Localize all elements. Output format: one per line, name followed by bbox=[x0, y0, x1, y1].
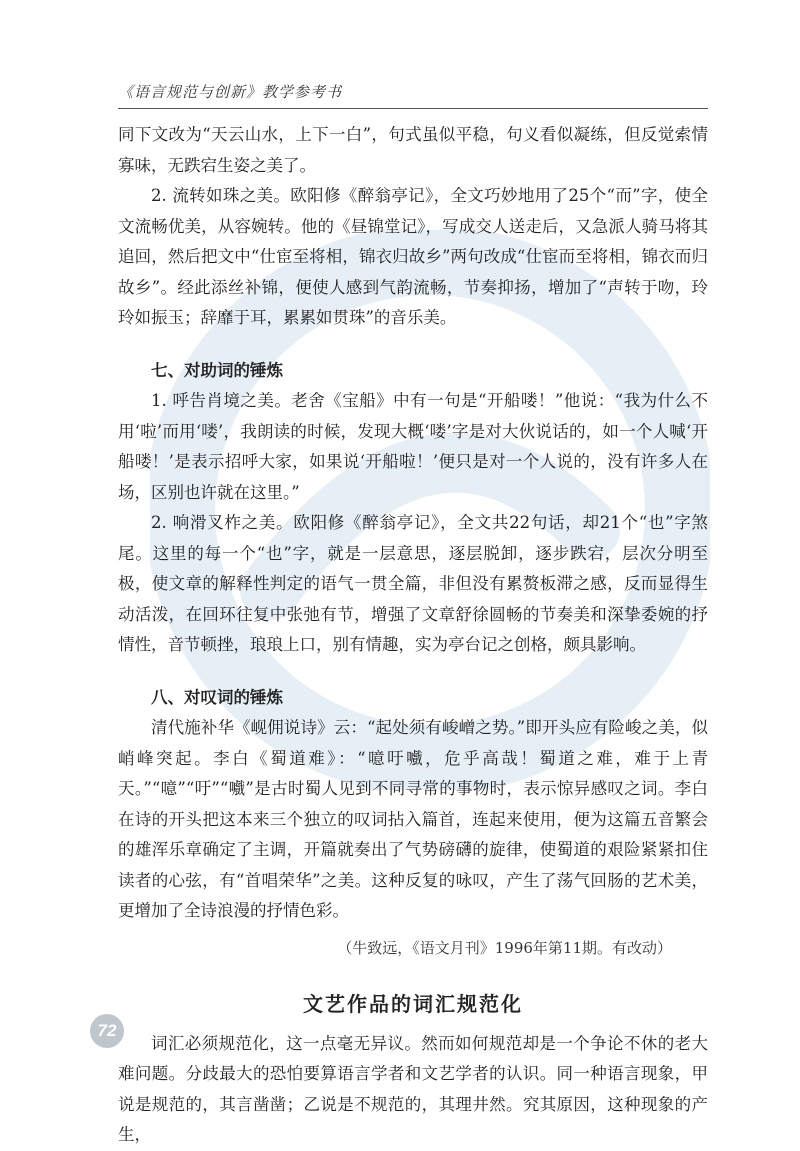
article-title: 文艺作品的词汇规范化 bbox=[303, 991, 523, 1016]
page-number-badge: 72 bbox=[90, 1014, 124, 1048]
paragraph: 2. 流转如珠之美。欧阳修《醉翁亭记》，全文巧妙地用了25个“而”字，使全文流畅优美，从容婉转。他的《昼锦堂记》，写成交人送走后，又急派人骑马将其追回，然后把文中“仕宦至将相，锦衣归故乡”两句改成“仕宦而至将相，锦衣而归故乡”。经此添丝补锦，便使人感到气韵流畅，节奏抑扬，增加了“声转于吻，玲玲如振玉；辞靡于耳，累累如贯珠”的音乐美。 bbox=[118, 186, 708, 327]
header-title: 《语言规范与创新》教学参考书 bbox=[118, 83, 343, 101]
paragraph: 词汇必须规范化，这一点毫无异议。然而如何规范却是一个争论不休的老大难问题。分歧最大的恐怕要算语言学者和文艺学者的认识。同一种语言现象，甲说是规范的，其言凿凿；乙说是不规范的，其理井然。究其原因，这种现象的产生， bbox=[118, 1033, 708, 1144]
section-heading: 七、对助词的锤炼 bbox=[151, 360, 283, 380]
page-content bbox=[118, 120, 708, 1151]
paragraph: 2. 响滑叉柞之美。欧阳修《醉翁亭记》，全文共22句话，却21个“也”字煞尾。这里的每一个“也”字，就是一层意思，逐层脱卸，逐步跌宕，层次分明至极，使文章的解释性判定的语气一贯全篇，非但没有累赘板滞之感，反而显得生动活泼，在回环往复中张弛有节，增强了文章舒徐圆畅的节奏美和深挚委婉的抒情性，音节顿挫，琅琅上口，别有情趣，实为亭台记之创格，颇具影响。 bbox=[118, 513, 708, 654]
citation: （牛致远，《语文月刊》1996年第11期。有改动） bbox=[337, 938, 672, 957]
paragraph: 清代施补华《岘佣说诗》云：“起处须有峻嶒之势。”即开头应有险峻之美，似峭峰突起。李白《蜀道难》：“噫吁嚱，危乎高哉！蜀道之难，难于上青天。”“噫”“吁”“嚱”是古时蜀人见到不同寻常的事物时，表示惊异感叹之词。李白在诗的开头把这本来三个独立的叹词拈入篇首，连起来使用，便为这篇五音繁会的雄浑乐章确定了主调，开篇就奏出了气势磅礴的旋律，使蜀道的艰险紧紧扣住读者的心弦，有“首唱荣华”之美。这种反复的咏叹，产生了荡气回肠的艺术美，更增加了全诗浪漫的抒情色彩。 bbox=[118, 718, 708, 920]
page-header bbox=[118, 80, 708, 109]
paragraph: 同下文改为“天云山水，上下一白”，句式虽似平稳，句义看似凝练，但反觉索情寡味，无跌宕生姿之美了。 bbox=[118, 125, 708, 175]
section-heading: 八、对叹词的锤炼 bbox=[151, 687, 283, 707]
paragraph: 1. 呼告肖境之美。老舍《宝船》中有一句是“开船喽！”他说：“我为什么不用‘啦’而用‘喽’，我朗读的时候，发现大概‘喽’字是对大伙说话的，如一个人喊‘开船喽！’是表示招呼大家，如果说‘开船啦！’便只是对一个人说的，没有许多人在场，区别也许就在这里。” bbox=[118, 391, 708, 502]
